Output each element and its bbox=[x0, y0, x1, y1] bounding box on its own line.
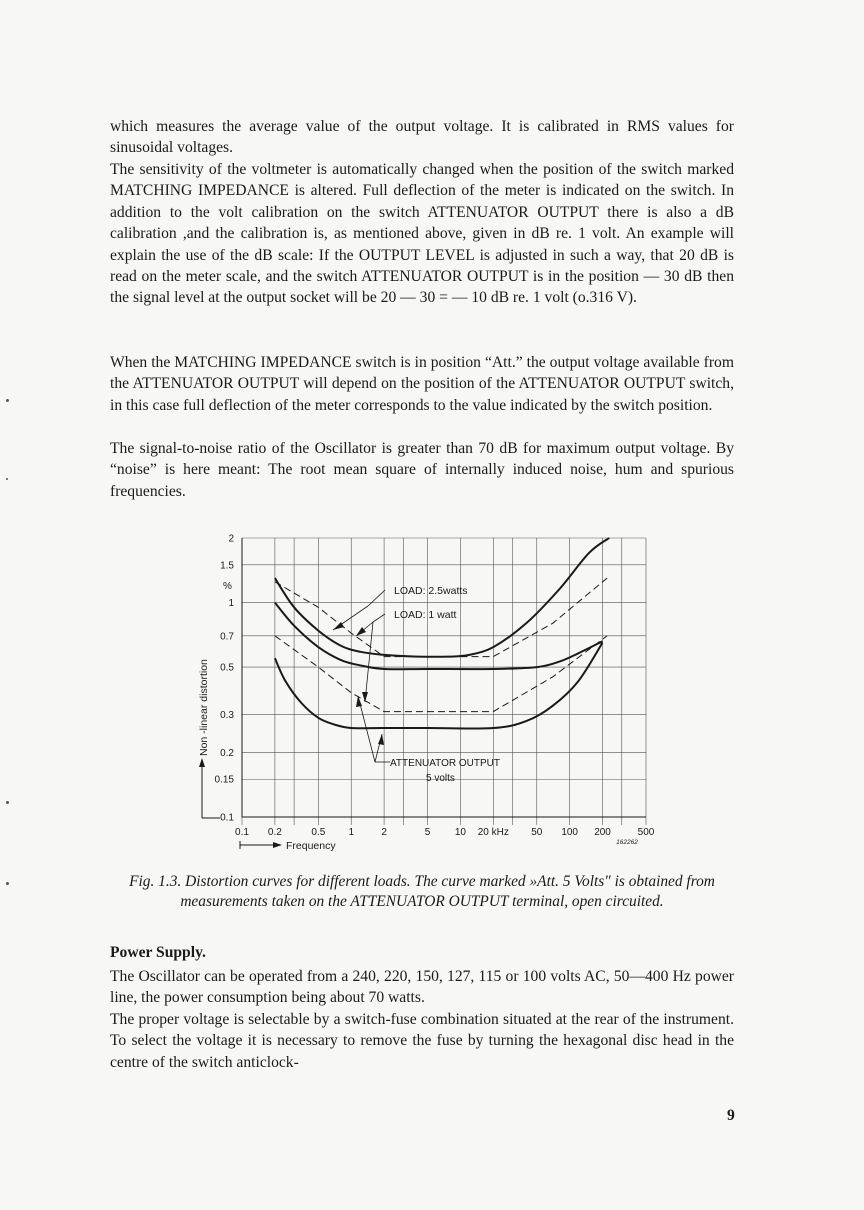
x-tick-label: 20 kHz bbox=[477, 827, 509, 838]
x-tick-label: 2 bbox=[381, 827, 387, 838]
body-paragraph-4: The signal-to-noise ratio of the Oscillator is greater than 70 dB for maximum output voltage. By “noise” is here meant: The root mean square of internally induced noise, hum and spurious frequencies. bbox=[110, 440, 734, 500]
section-heading: Power Supply. bbox=[110, 944, 206, 961]
leader-line-1w-a bbox=[373, 614, 385, 622]
leader-line-1w-c bbox=[365, 622, 373, 702]
annotation-5-volts: 5 volts bbox=[426, 773, 455, 784]
x-tick-label: 50 bbox=[531, 827, 543, 838]
arrowhead-1w bbox=[356, 627, 366, 636]
x-axis-label: Frequency bbox=[286, 840, 336, 852]
y-tick-label: 1.5 bbox=[220, 560, 234, 572]
distortion-chart-svg bbox=[190, 526, 670, 856]
x-tick-label: 1 bbox=[348, 827, 355, 838]
y-tick-label: 0.3 bbox=[220, 710, 234, 722]
y-tick-label: 0.7 bbox=[220, 631, 234, 643]
annotation-layer bbox=[198, 581, 638, 852]
figure-code: 162262 bbox=[616, 839, 638, 846]
y-axis-arrowhead bbox=[199, 758, 205, 767]
y-axis-label: Non -linear distortion bbox=[198, 659, 210, 756]
body-paragraph-3: When the MATCHING IMPEDANCE switch is in position “Att.” the output voltage available from the ATTENUATOR OUTPUT will depend on the position of the ATTENUATOR OUTPUT switch, in this case full deflection of the meter corresponds to the value indicated by the switch position. bbox=[110, 354, 734, 414]
distortion-chart bbox=[190, 526, 670, 856]
page-number: 9 bbox=[727, 1107, 735, 1124]
leader-line-2-5w-a bbox=[368, 590, 385, 606]
x-axis-arrowhead bbox=[273, 842, 282, 848]
power-paragraph-1: The Oscillator can be operated from a 240, 220, 150, 127, 115 or 100 volts AC, 50—400 Hz power line, the power consumption being about 70 watts. bbox=[110, 968, 734, 1007]
x-tick-label: 10 bbox=[454, 827, 467, 838]
figure-caption: Fig. 1.3. Distortion curves for different loads. The curve marked »Att. 5 Volts" is obtained from measurements taken on the ATTENUATOR OUTPUT terminal, open circuited. bbox=[129, 873, 715, 910]
y-axis-unit: % bbox=[223, 581, 232, 592]
x-tick-label: 0.1 bbox=[235, 827, 249, 838]
arrowhead-1w-down bbox=[362, 692, 368, 702]
series-layer bbox=[275, 538, 609, 729]
y-tick-label: 1 bbox=[228, 598, 234, 610]
x-tick-label: 0.5 bbox=[311, 827, 326, 838]
annotation-load-2-5w: LOAD: 2.5watts bbox=[394, 585, 468, 597]
scan-speck bbox=[6, 478, 8, 480]
annotation-attenuator: ATTENUATOR OUTPUT bbox=[390, 758, 500, 769]
y-tick-label: 0.1 bbox=[220, 812, 234, 824]
body-paragraph-2: The sensitivity of the voltmeter is automatically changed when the position of the switch marked MATCHING IMPEDANCE is altered. Full deflection of the meter is indicated on the switch. In addition to the volt calibration on the switch ATTENUATOR OUTPUT there is also a dB calibration ,and the calibration is, as mentioned above, given in dB re. 1 volt. An example will explain the use of the dB scale: If the OUTPUT LEVEL is adjusted in such a way, that 20 dB is read on the meter scale, and the switch ATTENUATOR OUTPUT is in the position — 30 dB then the signal level at the output socket will be 20 — 30 = — 10 dB re. 1 volt (o.316 V). bbox=[110, 161, 734, 307]
y-tick-label: 0.5 bbox=[220, 662, 234, 674]
y-tick-label: 0.2 bbox=[220, 747, 234, 759]
arrowhead-att-up2 bbox=[378, 734, 384, 745]
scan-speck bbox=[6, 882, 9, 885]
x-tick-label: 0.2 bbox=[267, 827, 282, 838]
body-paragraph-1: which measures the average value of the output voltage. It is calibrated in RMS values for sinusoidal voltages. bbox=[110, 118, 734, 157]
annotation-load-1w: LOAD: 1 watt bbox=[394, 609, 457, 621]
tick-layer bbox=[215, 534, 655, 839]
x-tick-label: 100 bbox=[561, 827, 579, 838]
x-tick-label: 500 bbox=[637, 827, 655, 838]
power-paragraph-2: The proper voltage is selectable by a switch-fuse combination situated at the rear of the instrument. To select the voltage it is necessary to remove the fuse by turning the hexagonal disc head in the centre of the switch anticlock- bbox=[110, 1011, 734, 1071]
x-tick-label: 200 bbox=[594, 827, 611, 838]
scan-speck bbox=[6, 399, 9, 402]
y-tick-label: 0.15 bbox=[214, 774, 234, 786]
series-line-2 bbox=[275, 643, 603, 729]
scan-speck bbox=[6, 801, 9, 804]
y-tick-label: 2 bbox=[228, 533, 234, 545]
series-line-dashed-4 bbox=[275, 636, 607, 712]
series-line-0 bbox=[275, 538, 609, 657]
x-tick-label: 5 bbox=[424, 827, 431, 838]
